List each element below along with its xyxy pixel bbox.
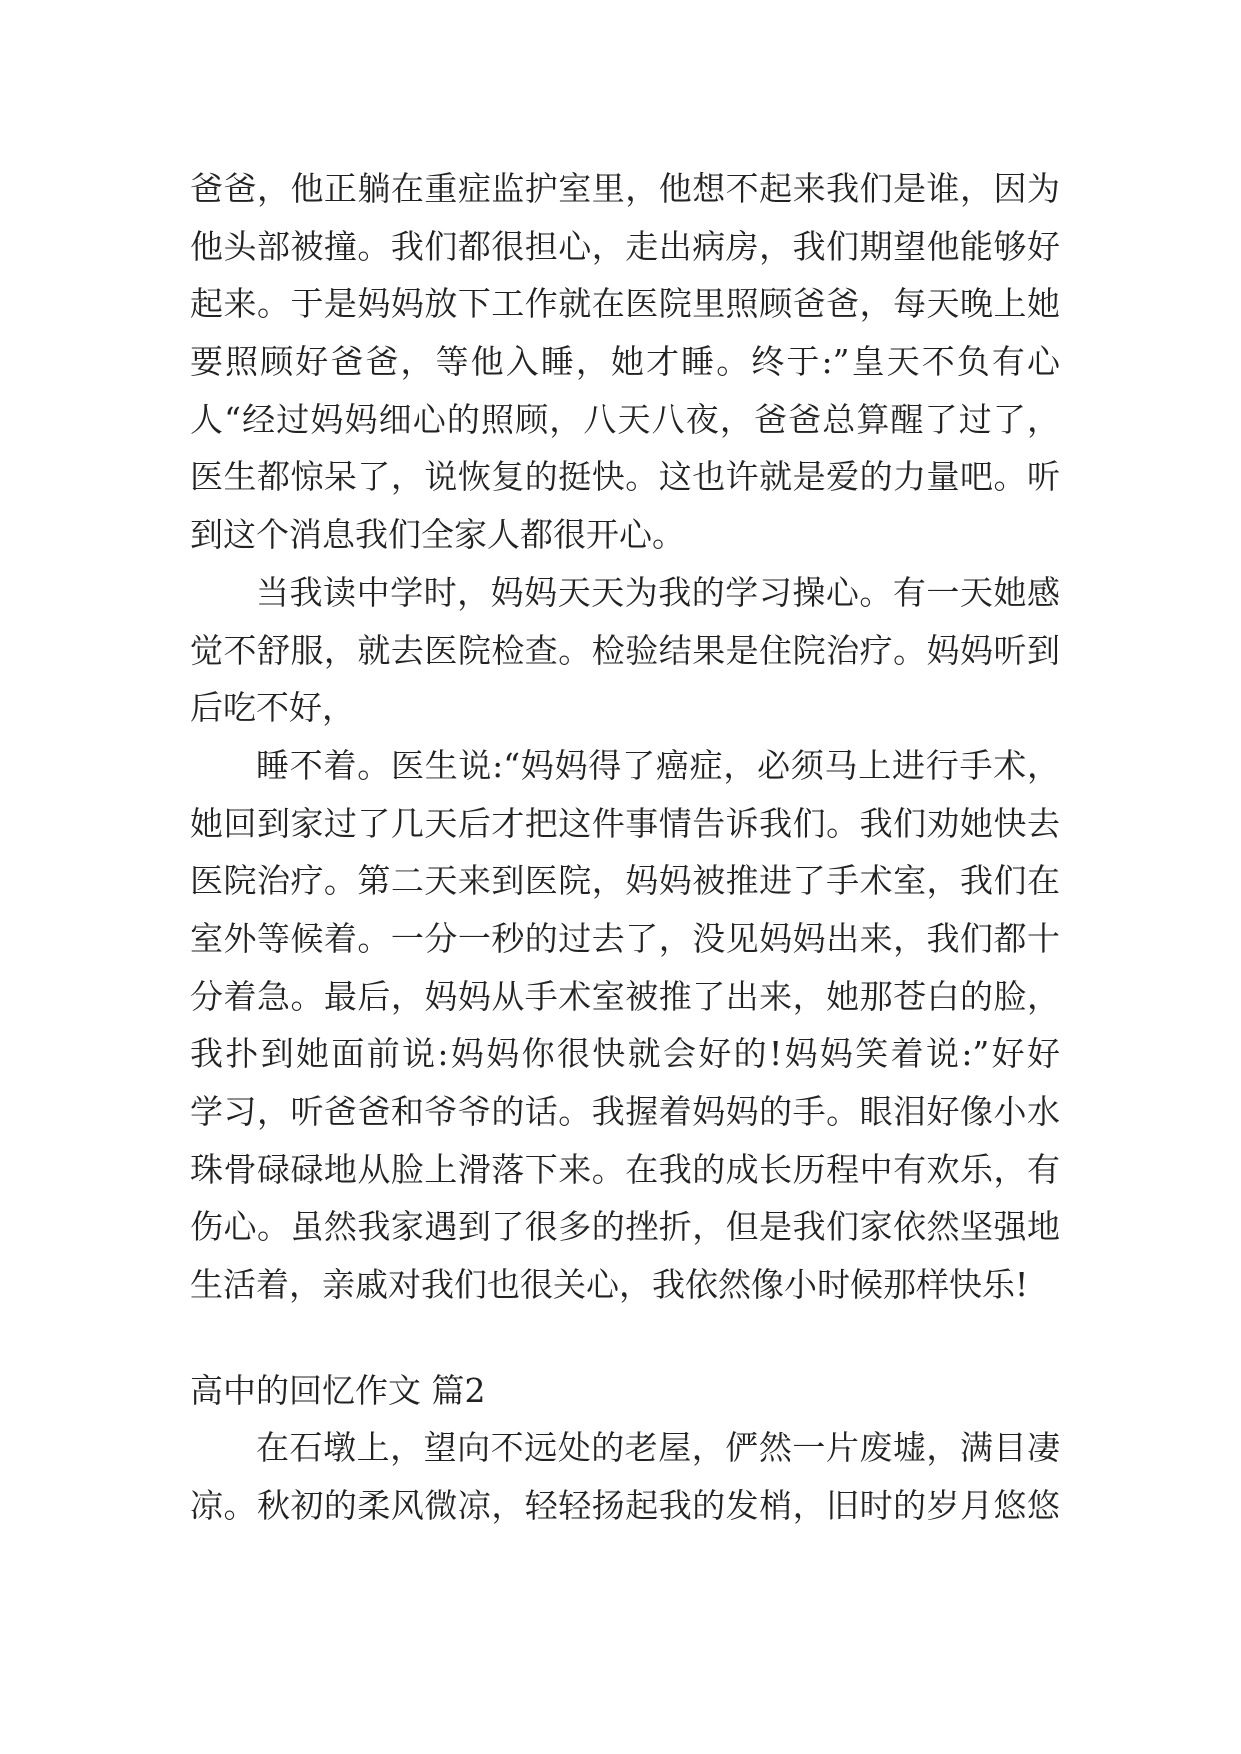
text-line: 学习，听爸爸和爷爷的话。我握着妈妈的手。眼泪好像小水 bbox=[190, 1092, 1060, 1131]
text-line: 当我读中学时，妈妈天天为我的学习操心。有一天她感 bbox=[256, 572, 1060, 612]
text-line: 人“经过妈妈细心的照顾，八天八夜，爸爸总算醒了过了， bbox=[190, 399, 1060, 439]
text-line: 睡不着。医生说:“妈妈得了癌症，必须马上进行手术， bbox=[256, 745, 1060, 785]
text-line: 到这个消息我们全家人都很开心。 bbox=[190, 515, 685, 555]
text-line: 起来。于是妈妈放下工作就在医院里照顾爸爸，每天晚上她 bbox=[190, 284, 1060, 324]
text-line: 爸爸，他正躺在重症监护室里，他想不起来我们是谁，因为 bbox=[190, 169, 1060, 208]
text-line: 她回到家过了几天后才把这件事情告诉我们。我们劝她快去 bbox=[190, 803, 1060, 843]
text-line: 在石墩上，望向不远处的老屋，俨然一片废墟，满目凄 bbox=[256, 1428, 1060, 1468]
text-line: 珠骨碌碌地从脸上滑落下来。在我的成长历程中有欢乐，有 bbox=[190, 1149, 1060, 1189]
text-line: 我扑到她面前说:妈妈你很快就会好的!妈妈笑着说:”好好 bbox=[190, 1034, 1060, 1074]
text-line: 室外等候着。一分一秒的过去了，没见妈妈出来，我们都十 bbox=[190, 918, 1060, 958]
text-line: 要照顾好爸爸，等他入睡，她才睡。终于:”皇天不负有心 bbox=[190, 342, 1060, 382]
text-line: 医院治疗。第二天来到医院，妈妈被推进了手术室，我们在 bbox=[190, 861, 1060, 901]
text-line: 觉不舒服，就去医院检查。检验结果是住院治疗。妈妈听到 bbox=[190, 630, 1060, 670]
text-line: 医生都惊呆了，说恢复的挺快。这也许就是爱的力量吧。听 bbox=[190, 457, 1060, 497]
text-line: 生活着，亲戚对我们也很关心，我依然像小时候那样快乐! bbox=[190, 1265, 1029, 1305]
text-line: 凉。秋初的柔风微凉，轻轻扬起我的发梢，旧时的岁月悠悠 bbox=[190, 1486, 1060, 1526]
text-line: 他头部被撞。我们都很担心，走出病房，我们期望他能够好 bbox=[190, 226, 1060, 266]
section-heading: 高中的回忆作文 篇2 bbox=[190, 1370, 486, 1410]
text-line: 后吃不好， bbox=[190, 688, 355, 728]
text-line: 分着急。最后，妈妈从手术室被推了出来，她那苍白的脸， bbox=[190, 976, 1060, 1016]
body-text bbox=[190, 160, 1060, 1535]
text-line: 伤心。虽然我家遇到了很多的挫折，但是我们家依然坚强地 bbox=[190, 1207, 1060, 1247]
